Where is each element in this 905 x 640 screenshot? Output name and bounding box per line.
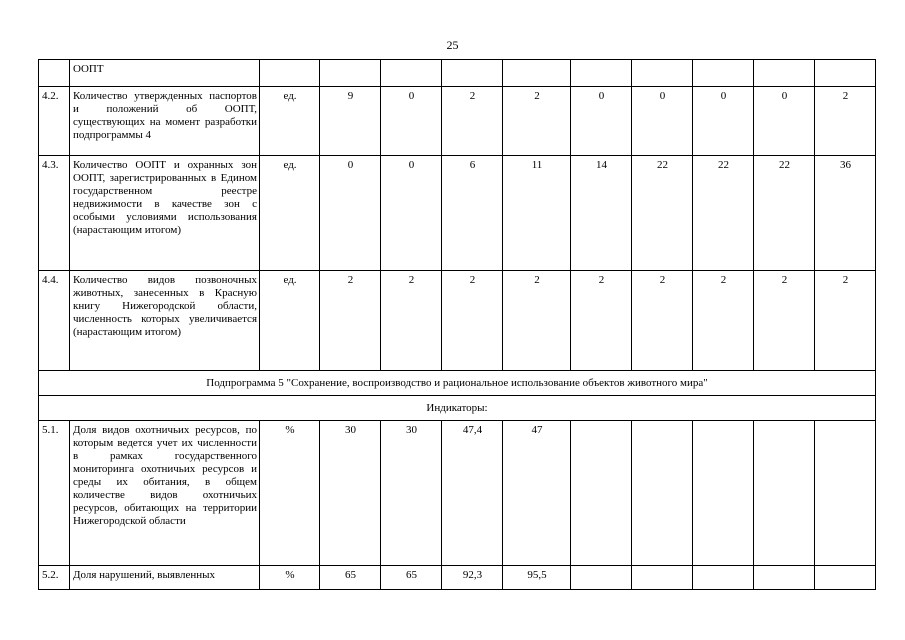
value-cell: 0 <box>693 87 754 156</box>
row-number: 4.2. <box>39 87 70 156</box>
value-cell: 0 <box>632 87 693 156</box>
value-cell: 2 <box>442 271 503 371</box>
value-cell: 95,5 <box>503 566 571 590</box>
page-number: 25 <box>446 38 459 52</box>
value-cell <box>693 566 754 590</box>
value-cell: 2 <box>571 271 632 371</box>
table-row <box>39 60 876 87</box>
indicator-name: Доля видов охотничьих ресурсов, по которым ведется учет их численности в рамках государственного мониторинга охотничьих ресурсов и среды их обитания, в общем количестве видов охотничьих ресурсов, обитающих на территории Нижегородской области <box>70 421 260 566</box>
value-cell: 2 <box>442 87 503 156</box>
value-cell <box>571 421 632 566</box>
unit-cell: % <box>260 566 320 590</box>
table-row <box>39 156 876 271</box>
value-cell <box>442 60 503 87</box>
value-cell: 92,3 <box>442 566 503 590</box>
value-cell <box>571 566 632 590</box>
value-cell: 2 <box>754 271 815 371</box>
value-cell: 2 <box>693 271 754 371</box>
row-number: 5.2. <box>39 566 70 590</box>
value-cell: 47 <box>503 421 571 566</box>
indicator-name: Количество ООПТ и охранных зон ООПТ, зарегистрированных в Едином государственном реестре недвижимости в качестве зон с особыми условиями использования (нарастающим итогом) <box>70 156 260 271</box>
value-cell: 22 <box>632 156 693 271</box>
value-cell: 22 <box>693 156 754 271</box>
value-cell: 0 <box>754 87 815 156</box>
indicator-name: Доля нарушений, выявленных <box>70 566 260 590</box>
value-cell <box>754 421 815 566</box>
value-cell: 22 <box>754 156 815 271</box>
value-cell: 0 <box>571 87 632 156</box>
value-cell: 9 <box>320 87 381 156</box>
value-cell: 2 <box>632 271 693 371</box>
value-cell: 30 <box>320 421 381 566</box>
unit-cell: % <box>260 421 320 566</box>
table-row <box>39 421 876 566</box>
subprogram-title: Подпрограмма 5 "Сохранение, воспроизводство и рациональное использование объектов животного мира" <box>39 371 876 396</box>
value-cell <box>320 60 381 87</box>
indicator-name: Количество утвержденных паспортов и положений об ООПТ, существующих на момент разработки подпрограммы 4 <box>70 87 260 156</box>
value-cell: 14 <box>571 156 632 271</box>
value-cell <box>503 60 571 87</box>
value-cell: 47,4 <box>442 421 503 566</box>
unit-cell: ед. <box>260 271 320 371</box>
value-cell: 2 <box>503 271 571 371</box>
indicators-header-row <box>39 396 876 421</box>
value-cell: 0 <box>320 156 381 271</box>
row-number: 4.4. <box>39 271 70 371</box>
value-cell: 0 <box>381 87 442 156</box>
value-cell <box>632 566 693 590</box>
row-number: 4.3. <box>39 156 70 271</box>
value-cell <box>754 60 815 87</box>
value-cell <box>571 60 632 87</box>
subprogram-header-row <box>39 371 876 396</box>
value-cell: 11 <box>503 156 571 271</box>
indicator-name: Количество видов позвоночных животных, занесенных в Красную книгу Нижегородской области, численность которых увеличивается (нарастающим итогом) <box>70 271 260 371</box>
value-cell <box>632 421 693 566</box>
value-cell <box>815 60 876 87</box>
table-row <box>39 87 876 156</box>
value-cell: 30 <box>381 421 442 566</box>
table-row <box>39 566 876 590</box>
value-cell <box>693 60 754 87</box>
value-cell: 6 <box>442 156 503 271</box>
value-cell: 65 <box>320 566 381 590</box>
value-cell: 2 <box>381 271 442 371</box>
value-cell: 2 <box>320 271 381 371</box>
value-cell <box>632 60 693 87</box>
indicator-name: ООПТ <box>70 60 260 87</box>
value-cell: 2 <box>815 271 876 371</box>
value-cell: 65 <box>381 566 442 590</box>
indicators-label: Индикаторы: <box>39 396 876 421</box>
value-cell <box>754 566 815 590</box>
value-cell <box>381 60 442 87</box>
value-cell <box>815 421 876 566</box>
row-number: 5.1. <box>39 421 70 566</box>
unit-cell: ед. <box>260 156 320 271</box>
row-number <box>39 60 70 87</box>
value-cell: 2 <box>815 87 876 156</box>
table-row <box>39 271 876 371</box>
indicators-table <box>38 59 876 590</box>
value-cell: 2 <box>503 87 571 156</box>
value-cell: 0 <box>381 156 442 271</box>
value-cell: 36 <box>815 156 876 271</box>
value-cell <box>815 566 876 590</box>
unit-cell <box>260 60 320 87</box>
unit-cell: ед. <box>260 87 320 156</box>
value-cell <box>693 421 754 566</box>
